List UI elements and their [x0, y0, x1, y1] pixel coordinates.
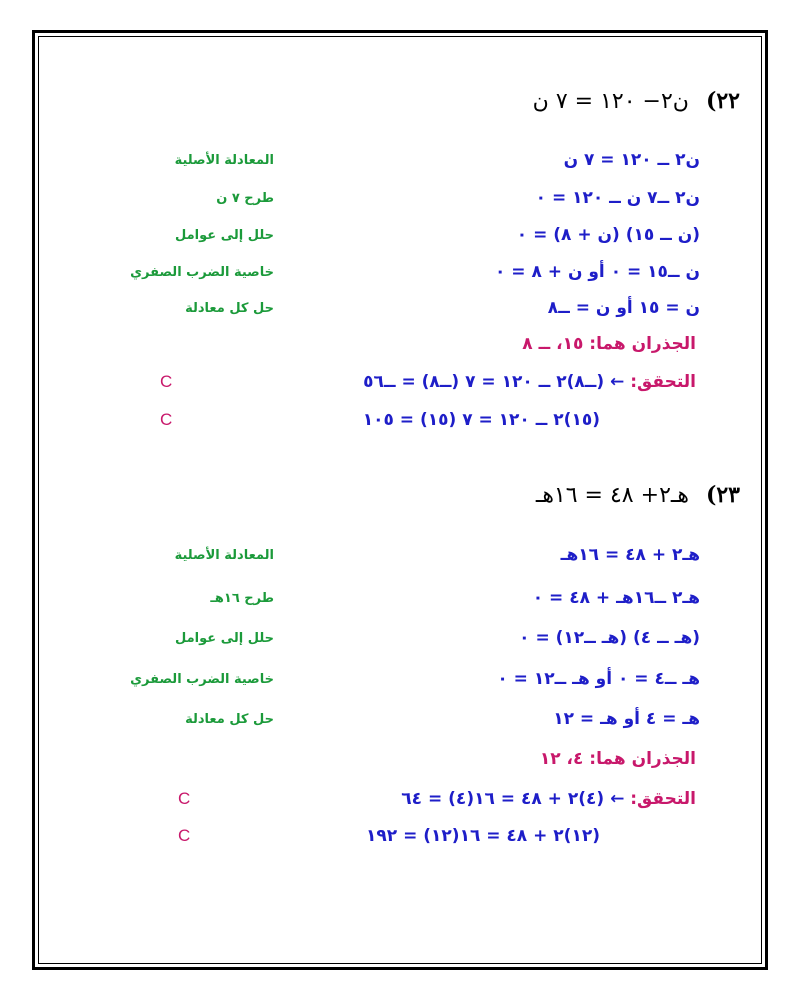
step-equation: هـ٢ + ٤٨ = ١٦هـ: [560, 545, 700, 565]
step-note: حلل إلى عوامل: [175, 228, 274, 243]
check-line: [366, 826, 600, 846]
check-equation: ← (ــ٨)٢ ــ ١٢٠ = ٧ (ــ٨) = ــ٥٦: [363, 372, 625, 392]
step-note: حلل إلى عوامل: [175, 631, 274, 646]
step-equation: ن ــ١٥ = ٠ أو ن + ٨ = ٠: [494, 262, 700, 282]
step-equation: هـ = ٤ أو هـ = ١٢: [553, 709, 700, 729]
roots-label: الجذران هما:: [589, 334, 696, 354]
check-equation: ← (٤)٢ + ٤٨ = ١٦(٤) = ٦٤: [401, 789, 625, 809]
step-note: خاصية الضرب الصفري: [130, 672, 274, 687]
step-equation: ن٢ ــ٧ ن ــ ١٢٠ = ٠: [535, 188, 700, 208]
roots-value: ١٥، ــ ٨: [522, 334, 584, 354]
check-line: [401, 789, 696, 809]
step-equation: (هـ ــ ٤) (هـ ــ١٢) = ٠: [519, 628, 700, 648]
step-note: حل كل معادلة: [185, 712, 274, 727]
step-note: المعادلة الأصلية: [174, 153, 274, 168]
step-note: خاصية الضرب الصفري: [130, 265, 274, 280]
check-equation: (١٥)٢ ــ ١٢٠ = ٧ (١٥) = ١٠٥: [362, 410, 600, 430]
problem-title: [536, 482, 740, 508]
step-equation: هـ٢ ــ١٦هـ + ٤٨ = ٠: [532, 588, 700, 608]
step-note: حل كل معادلة: [185, 301, 274, 316]
check-mark: C: [178, 826, 191, 845]
step-note: طرح ٧ ن: [216, 191, 274, 206]
problem-number: ٢٢): [705, 88, 740, 114]
step-equation: ن٢ ــ ١٢٠ = ٧ ن: [563, 150, 700, 170]
check-label: التحقق:: [630, 789, 696, 809]
problem-number: ٢٣): [705, 482, 740, 508]
problem-equation: ن٢− ١٢٠ = ٧ ن: [532, 89, 689, 114]
step-equation: (ن ــ ١٥) (ن + ٨) = ٠: [516, 225, 700, 245]
roots-value: ٤، ١٢: [539, 749, 584, 769]
check-mark: C: [178, 789, 191, 808]
step-note: طرح ١٦هـ: [210, 591, 274, 606]
step-equation: هـ ــ٤ = ٠ أو هـ ــ١٢ = ٠: [497, 669, 700, 689]
roots-line: [540, 749, 696, 769]
step-note: المعادلة الأصلية: [174, 548, 274, 563]
check-label: التحقق:: [630, 372, 696, 392]
roots-label: الجذران هما:: [589, 749, 696, 769]
problem-equation: هـ٢+ ٤٨ = ١٦هـ: [535, 483, 689, 508]
check-mark: C: [160, 410, 173, 429]
step-equation: ن = ١٥ أو ن = ــ٨: [547, 298, 700, 318]
check-equation: (١٢)٢ + ٤٨ = ١٦(١٢) = ١٩٢: [366, 826, 600, 846]
check-mark: C: [160, 372, 173, 391]
